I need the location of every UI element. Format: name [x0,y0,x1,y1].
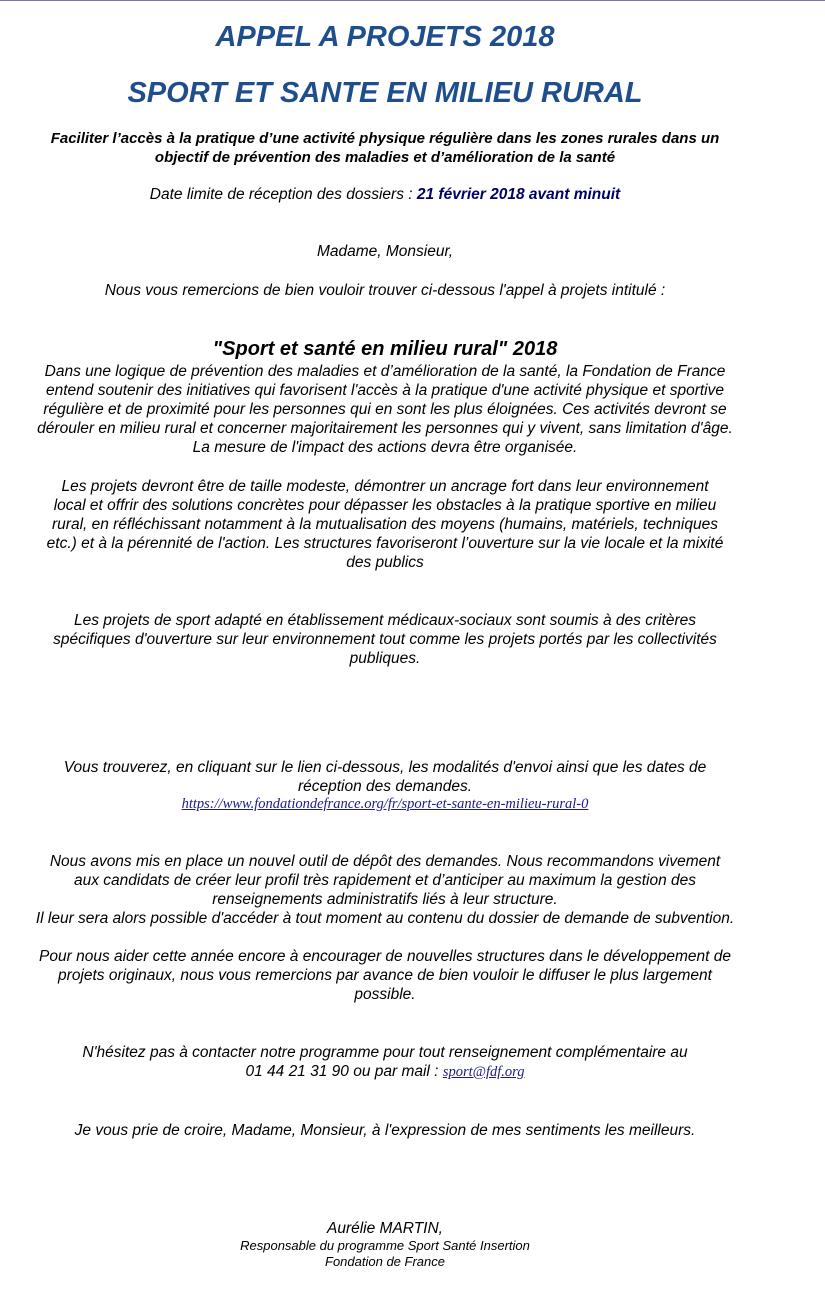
paragraph-line: local et offrir des solutions concrètes pour dépasser les obstacles à la pratique sportive en milieu [53,497,717,514]
paragraph-line: La mesure de l'impact des actions devra être organisée. [192,439,578,456]
paragraph-line: des publics [346,554,424,571]
closing-text: Je vous prie de croire, Madame, Monsieur, à l'expression de mes sentiments les meilleurs. [74,1122,696,1139]
subtitle-line1: Faciliter l’accès à la pratique d’une activité physique régulière dans les zones rurales dans un [50,130,720,147]
contact-line2 [0,1062,770,1082]
paragraph-2 [0,477,770,572]
paragraph-line: Vous trouverez, en cliquant sur le lien ci-dessous, les modalités d'envoi ainsi que les dates de [63,759,707,776]
contact-email-link[interactable]: sport@fdf.org [442,1064,525,1080]
paragraph-line: rural, en réfléchissant notamment à la mutualisation des moyens (humains, matériels, techniques [52,516,718,533]
signature-name: Aurélie MARTIN, [327,1220,443,1237]
paragraph-line: Pour nous aider cette année encore à encourager de nouvelles structures dans le développement de [39,948,731,965]
paragraph-3 [0,611,770,668]
paragraph-line: etc.) et à la pérennité de l'action. Les structures favoriseront l’ouverture sur la vie locale et la mixité [46,535,724,552]
paragraph-line: entend soutenir des initiatives qui favorisent l'accès à la pratique d'une activité physique et sportive [46,382,724,399]
paragraph-6 [0,947,770,1004]
paragraph-line: Les projets de sport adapté en établissement médicaux-sociaux sont soumis à des critères [73,612,697,629]
signature-org: Fondation de France [325,1254,445,1269]
project-title: "Sport et santé en milieu rural" 2018 [212,338,558,360]
deadline [0,185,770,204]
paragraph-line: dérouler en milieu rural et concerner majoritairement les personnes qui y vivent, sans limitation d'âge. [37,420,733,437]
paragraph-1 [0,362,770,457]
paragraph-line: Nous avons mis en place un nouvel outil de dépôt des demandes. Nous recommandons vivement [49,853,721,870]
signature-block [0,1219,770,1270]
salutation: Madame, Monsieur, [316,243,454,260]
contact-line1: N'hésitez pas à contacter notre programme pour tout renseignement complémentaire au [82,1044,688,1061]
contact-phone-text: 01 44 21 31 90 ou par mail : [245,1063,443,1080]
contact-block [0,1043,770,1082]
link-row [0,795,770,813]
intro-text: Nous vous remercions de bien vouloir trouver ci-dessous l'appel à projets intitulé : [104,282,666,299]
paragraph-line: aux candidats de créer leur profil très rapidement et d’anticiper au maximum la gestion des [73,872,697,889]
programme-link[interactable]: https://www.fondationdefrance.org/fr/sport-et-sante-en-milieu-rural-0 [181,796,589,812]
paragraph-line: publiques. [349,650,421,667]
paragraph-line: projets originaux, nous vous remercions par avance de bien vouloir le diffuser le plus largement [58,967,712,984]
paragraph-line: régulière et de proximité pour les personnes qui en sont les plus éloignées. Ces activités devront se [43,401,727,418]
paragraph-line: Dans une logique de prévention des maladies et d’amélioration de la santé, la Fondation de France [44,363,726,380]
top-border [0,0,825,1]
paragraph-line: réception des demandes. [297,778,473,795]
paragraph-4 [0,758,770,796]
paragraph-line: Les projets devront être de taille modeste, démontrer un ancrage fort dans leur environnement [61,478,709,495]
paragraph-5 [0,852,770,928]
paragraph-line: renseignements administratifs liés à leur structure. [212,891,558,908]
deadline-label: Date limite de réception des dossiers : [149,186,417,203]
paragraph-line: spécifiques d'ouverture sur leur environnement tout comme les projets portés par les collectivités [53,631,717,648]
page-title-line1: APPEL A PROJETS 2018 [215,21,555,53]
subtitle-line2: objectif de prévention des maladies et d’amélioration de la santé [154,149,616,166]
deadline-value: 21 février 2018 avant minuit [416,186,621,203]
paragraph-line: Il leur sera alors possible d'accéder à tout moment au contenu du dossier de demande de subvention. [35,910,735,927]
page-title-line2: SPORT ET SANTE EN MILIEU RURAL [127,77,643,109]
signature-role: Responsable du programme Sport Santé Insertion [240,1238,530,1253]
paragraph-line: possible. [354,986,416,1003]
